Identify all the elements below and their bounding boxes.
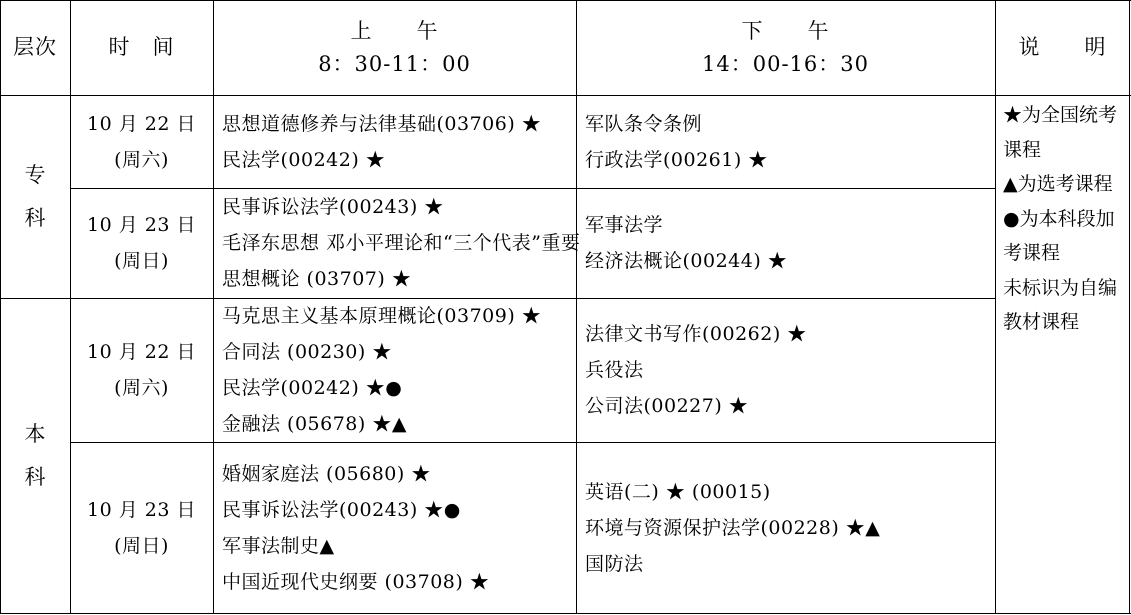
level-char: 本	[24, 421, 46, 446]
exam-item: 法律文书写作(00262) ★	[585, 323, 807, 345]
exam-item: 民事诉讼法学(00243) ★	[222, 196, 444, 218]
exam-item: 国防法	[585, 552, 644, 575]
date-label: 10 月 23 日	[87, 498, 196, 521]
exam-item: 军队条令条例	[585, 112, 703, 135]
exam-item: 民事诉讼法学(00243) ★●	[222, 498, 461, 521]
header-afternoon	[576, 0, 995, 95]
exam-item: 毛泽东思想 邓小平理论和“三个代表”重要	[222, 232, 581, 254]
table-border-bottom	[0, 613, 1131, 614]
level-char: 科	[24, 205, 46, 230]
exam-item: 军事法学	[585, 214, 664, 236]
header-afternoon-title: 下 午	[741, 18, 830, 43]
date-label: 10 月 22 日	[87, 341, 196, 363]
exam-item: 马克思主义基本原理概论(03709) ★	[222, 305, 542, 327]
weekday-label: (周日)	[114, 534, 169, 557]
date-cell	[70, 95, 213, 188]
afternoon-exams	[576, 442, 995, 613]
weekday-label: (周日)	[114, 250, 169, 272]
header-afternoon-time: 14：00-16：30	[702, 51, 869, 76]
header-time-label: 时 间	[108, 35, 175, 59]
header-morning-time: 8：30-11：00	[318, 51, 471, 76]
header-notes-label: 说 明	[1018, 35, 1107, 59]
exam-item: 思想道德修养与法律基础(03706) ★	[222, 112, 542, 135]
afternoon-exams	[576, 188, 995, 298]
afternoon-exams	[576, 298, 995, 442]
morning-exams	[213, 442, 576, 613]
header-level-label: 层次	[13, 35, 57, 59]
note-item: ★为全国统考课程	[1003, 104, 1118, 161]
exam-item: 军事法制史▲	[222, 534, 335, 557]
weekday-label: (周六)	[114, 377, 169, 399]
exam-item: 婚姻家庭法 (05680) ★	[222, 462, 431, 485]
header-level	[0, 0, 70, 95]
exam-item: 环境与资源保护法学(00228) ★▲	[585, 516, 881, 539]
exam-item: 行政法学(00261) ★	[585, 148, 768, 171]
date-cell	[70, 442, 213, 613]
notes-cell	[995, 98, 1129, 348]
weekday-label: (周六)	[114, 148, 169, 171]
exam-item: 公司法(00227) ★	[585, 395, 749, 417]
morning-exams	[213, 298, 576, 442]
exam-item: 合同法 (00230) ★	[222, 341, 392, 363]
exam-item: 民法学(00242) ★●	[222, 377, 403, 399]
afternoon-exams	[576, 95, 995, 188]
level-benke	[0, 298, 70, 613]
note-item: 未标识为自编教材课程	[1003, 276, 1118, 333]
header-morning	[213, 0, 576, 95]
level-char: 科	[24, 464, 46, 489]
header-notes	[995, 0, 1130, 95]
note-item: ▲为选考课程	[1003, 173, 1113, 195]
note-item: ●为本科段加考课程	[1003, 207, 1115, 264]
exam-item: 中国近现代史纲要 (03708) ★	[222, 570, 490, 593]
exam-item: 英语(二) ★ (00015)	[585, 480, 771, 503]
exam-item: 思想概论 (03707) ★	[222, 268, 412, 290]
level-zhuanke	[0, 95, 70, 298]
exam-item: 金融法 (05678) ★▲	[222, 413, 407, 435]
level-char: 专	[24, 162, 46, 187]
exam-item: 经济法概论(00244) ★	[585, 250, 788, 272]
exam-item: 兵役法	[585, 359, 644, 381]
date-cell	[70, 188, 213, 298]
exam-item: 民法学(00242) ★	[222, 148, 386, 171]
header-time	[70, 0, 213, 95]
date-cell	[70, 298, 213, 442]
date-label: 10 月 23 日	[87, 214, 196, 236]
header-morning-title: 上 午	[350, 18, 439, 43]
notes-list	[1003, 98, 1127, 340]
morning-exams	[213, 95, 576, 188]
date-label: 10 月 22 日	[87, 112, 196, 135]
morning-exams	[213, 188, 581, 298]
